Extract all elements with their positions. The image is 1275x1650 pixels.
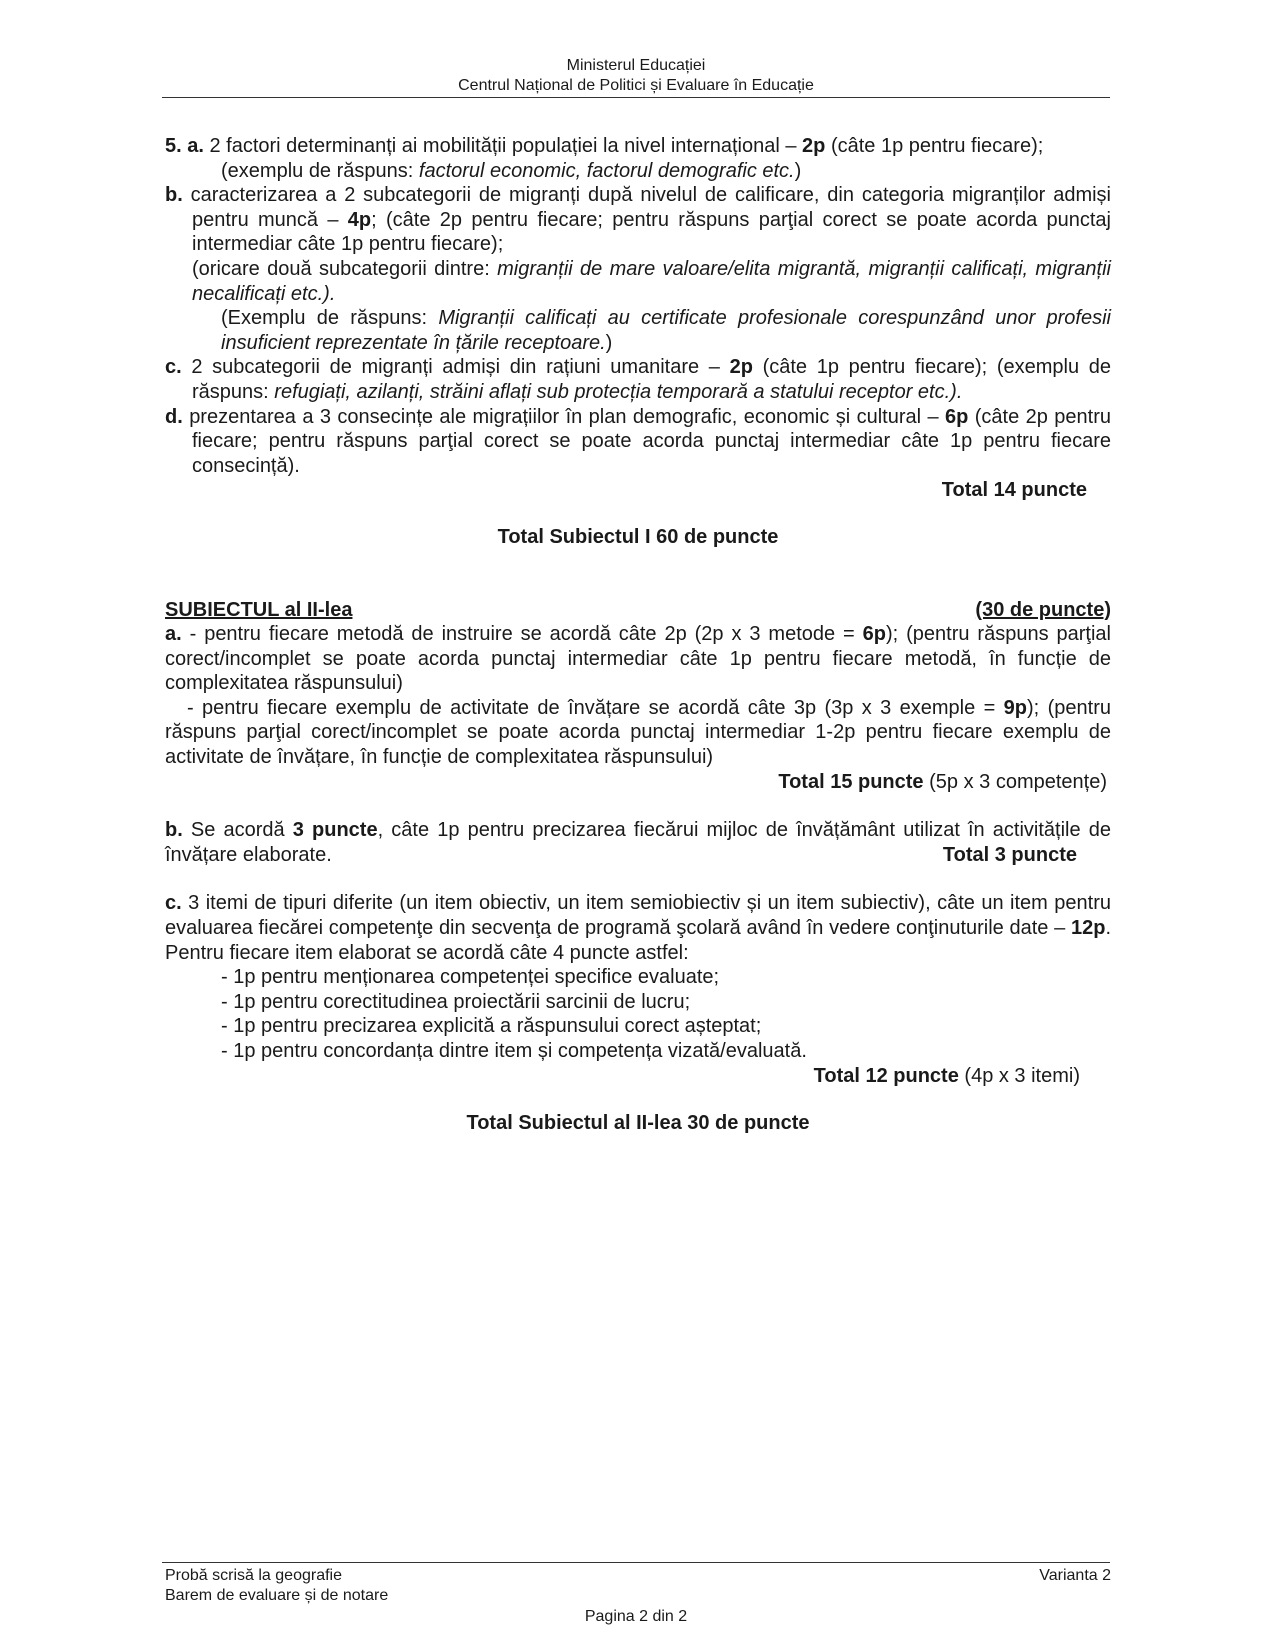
item-5b-example-text: Migranții calificați au certificate profesionale corespunzând unor profesii insuficient reprezentate în țările receptoare. xyxy=(221,307,1111,354)
item-5d-label: d. xyxy=(165,405,183,428)
item-5b-options: (oricare două subcategorii dintre: migranții de mare valoare/elita migrantă, migranții calificați, migranții necalificați etc.). xyxy=(192,257,1112,305)
footer-divider xyxy=(162,1562,1110,1563)
subject2-b-total: Total 3 puncte xyxy=(942,843,1077,866)
item-5a-text: 2 factori determinanți ai mobilității populației la nivel internațional – xyxy=(209,135,797,157)
subject2-total: Total Subiectul al II-lea 30 de puncte xyxy=(466,1112,810,1135)
item-5a-tail: (câte 1p pentru fiecare); xyxy=(830,135,1044,157)
item-5d-tail: (câte 2p pentru fiecare; pentru răspuns parţial corect se poate acorda punctaj intermediar câte 1p pentru fiecare consecință). xyxy=(192,405,1111,477)
subject1-total: Total Subiectul I 60 de puncte xyxy=(497,525,779,548)
subject2-c-label: c. xyxy=(165,892,182,915)
subject2-a-label: a. xyxy=(165,623,182,646)
page-number: Pagina 2 din 2 xyxy=(584,1608,688,1625)
header-ministry: Ministerul Educației xyxy=(566,57,706,74)
item-5b-example: (Exemplu de răspuns: Migranții calificați au certificate profesionale corespunzând unor profesii insuficient reprezentate în țările receptoare.) xyxy=(221,307,1111,354)
item-5b-options-text: migranții de mare valoare/elita migrantă, migranții calificați, migranții necalificați etc.). xyxy=(192,257,1112,305)
item-5c xyxy=(165,355,1111,404)
item-5b-label: b. xyxy=(165,184,183,207)
subject2-c-item: - 1p pentru precizarea explicită a răspunsului corect așteptat; xyxy=(221,1015,762,1038)
item-5b-points: 4p xyxy=(347,208,372,231)
subject2-title: SUBIECTUL al II-lea xyxy=(165,598,353,621)
item-5b-text: caracterizarea a 2 subcategorii de migranți după nivelul de calificare, din categoria migranților admiși pentru muncă – xyxy=(190,184,1111,231)
header-center: Centrul Național de Politici și Evaluare în Educație xyxy=(458,77,814,94)
item-5b xyxy=(165,183,1111,257)
item-5c-points: 2p xyxy=(729,356,753,379)
header-divider xyxy=(162,97,1110,98)
footer-exam: Probă scrisă la geografie xyxy=(165,1567,342,1584)
page-footer xyxy=(165,1566,1111,1606)
subject2-a-total: Total 15 puncte (5p x 3 competențe) xyxy=(778,770,1107,793)
subject2-c-item: - 1p pentru concordanța dintre item și competența vizată/evaluată. xyxy=(221,1040,807,1062)
q5-total: Total 14 puncte xyxy=(941,479,1087,502)
subject2-c-item: - 1p pentru menționarea competenței specifice evaluate; xyxy=(221,966,720,989)
item-5a xyxy=(165,134,1111,159)
item-5d-text: prezentarea a 3 consecințe ale migrațiilor în plan demografic, economic și cultural – xyxy=(189,405,939,428)
subject2-heading xyxy=(165,598,1111,623)
item-5b-tail: ; (câte 2p pentru fiecare; pentru răspuns parţial corect se poate acorda punctaj intermediar câte 1p pentru fiecare); xyxy=(192,208,1111,256)
document-body xyxy=(165,134,1111,1136)
subject2-a-part1: a. - pentru fiecare metodă de instruire se acordă câte 2p (2p x 3 metode = 6p); (pentru răspuns parţial corect/incomplet se poate acorda punctaj intermediar câte 1p pentru fiecare metodă, în funcție de complexitatea răspunsului) xyxy=(165,623,1111,695)
footer-scheme: Barem de evaluare și de notare xyxy=(165,1587,389,1604)
page-header xyxy=(162,56,1110,96)
subject2-c: c. 3 itemi de tipuri diferite (un item obiectiv, un item semiobiectiv și un item subiectiv), câte un item pentru evaluarea fiecărei competenţe din secvenţa de programă şcolară având în vedere conţinuturile date – 12p. Pentru fiecare item elaborat se acordă câte 4 puncte astfel: xyxy=(165,892,1112,964)
footer-variant: Varianta 2 xyxy=(1039,1567,1111,1584)
item-5c-text: 2 subcategorii de migranți admiși din rațiuni umanitare – xyxy=(191,356,720,379)
item-5d-points: 6p xyxy=(945,405,969,428)
item-5d xyxy=(165,405,1111,479)
subject2-b-label: b. xyxy=(165,819,183,842)
item-5c-tail: (câte 1p pentru fiecare); (exemplu de răspuns: xyxy=(192,356,1112,403)
item-5a-example-text: factorul economic, factorul demografic etc. xyxy=(418,159,795,182)
subject2-a-part2: - pentru fiecare exemplu de activitate de învățare se acordă câte 3p (3p x 3 exemple = 9p); (pentru răspuns parţial corect/incomplet se poate acorda punctaj intermediar 1-2p pentru fiecare exemplu de activitate de învățare, în funcție de complexitatea răspunsului) xyxy=(165,696,1111,769)
item-5a-points: 2p xyxy=(802,135,826,157)
item-5c-example-text: refugiați, azilanți, străini aflați sub protecția temporară a statului receptor etc.). xyxy=(274,380,963,403)
subject2-c-item: - 1p pentru corectitudinea proiectării sarcinii de lucru; xyxy=(221,990,691,1013)
item-5a-example: (exemplu de răspuns: factorul economic, factorul demografic etc.) xyxy=(221,159,802,182)
subject2-b: b. Se acordă 3 puncte, câte 1p pentru precizarea fiecărui mijloc de învățământ utilizat în activitățile de învățare elaborate. Total 3 puncte xyxy=(165,819,1111,866)
item-5a-label: 5. a. xyxy=(165,135,204,157)
subject2-points: (30 de puncte) xyxy=(975,598,1111,621)
item-5c-label: c. xyxy=(165,356,182,379)
subject2-c-total: Total 12 puncte (4p x 3 itemi) xyxy=(813,1064,1080,1087)
